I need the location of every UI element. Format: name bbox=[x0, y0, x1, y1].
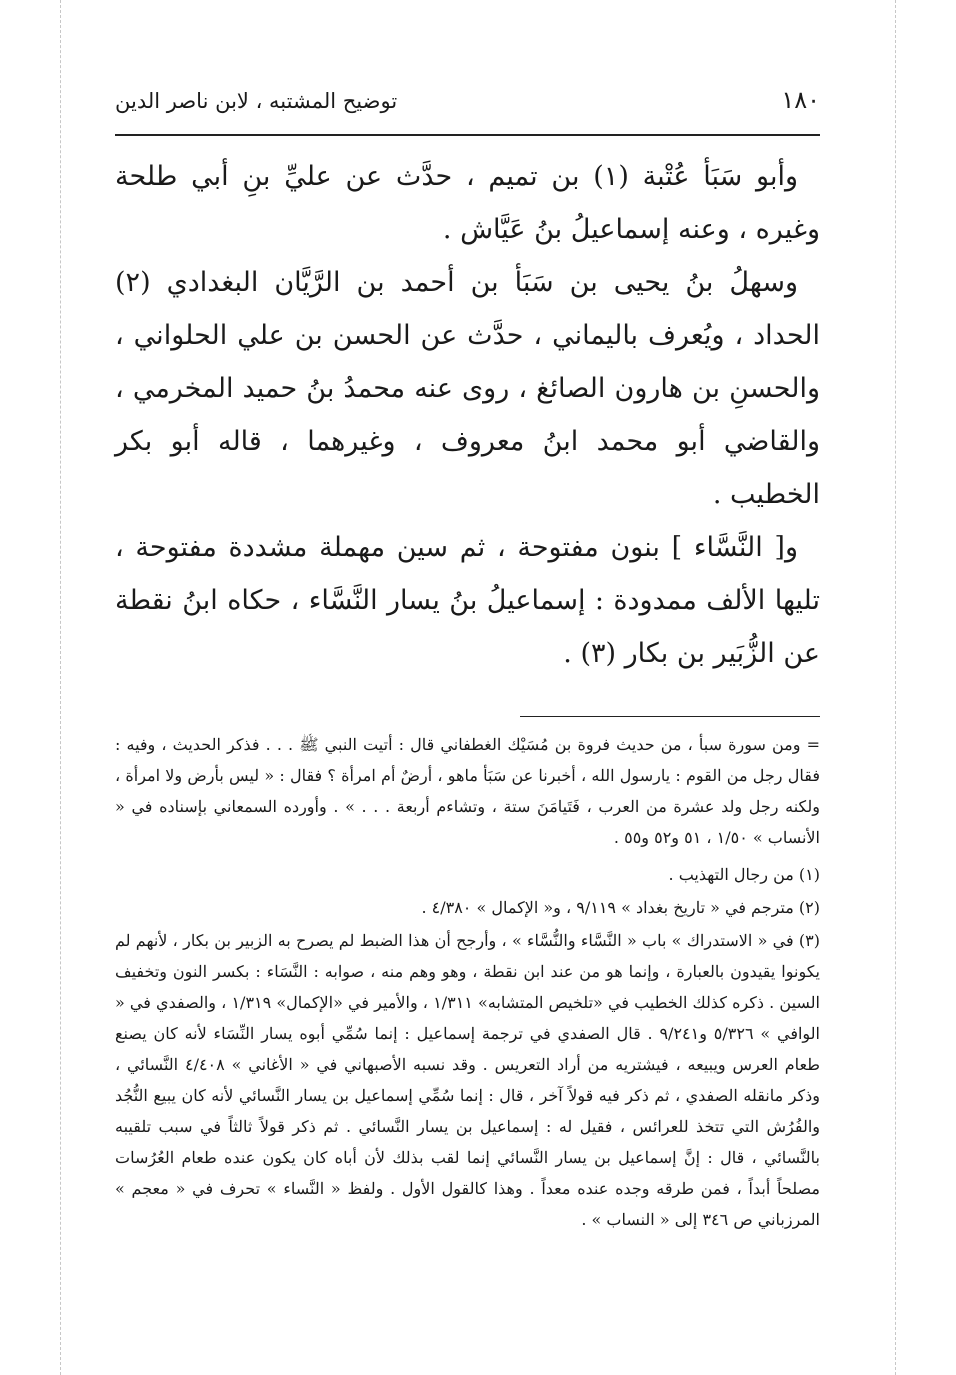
entry-sahl-ibn-yahya: وسهلُ بنُ يحيى بن سَبَأ بن أحمد بن الرَّيَّان البغدادي (٢) الحداد ، ويُعرف باليماني ، حدَّث عن الحسن بن علي الحلواني ، والحسنِ بن هارون الصائغ ، روى عنه محمدُ بنُ حميد المخرمي ، والقاضي أبو محمد ابنُ معروف ، وغيرهما ، قاله أبو بكر الخطيب . bbox=[115, 267, 821, 510]
running-title: توضيح المشتبه ، لابن ناصر الدين bbox=[115, 89, 398, 113]
entry-al-nassa: و[ النَّسَّاء ] بنون مفتوحة ، ثم سين مهملة مشددة مفتوحة ، تليها الألف ممدودة : إسماعيلُ بنُ يسار النَّسَّاء ، حكاه ابنُ نقطة عن الزُّبَير بن بكار (٣) . bbox=[115, 532, 820, 669]
entry-abu-saba-utba: وأبو سَبَأ عُتْبة (١) بن تميم ، حدَّث عن عليِّ بنِ أبي طلحة وغيره ، وعنه إسماعيلُ بنُ عَيَّاش . bbox=[115, 161, 820, 245]
footnote-1: (١) من رجال التهذيب . bbox=[668, 865, 820, 884]
header-rule bbox=[115, 134, 820, 136]
page-number: ١٨٠ bbox=[781, 86, 820, 114]
running-head bbox=[115, 86, 820, 134]
footnote-2: (٢) مترجم في « تاريخ بغداد » ٩/١١٩ ، و« الإكمال » ٤/٣٨٠ . bbox=[421, 898, 820, 917]
footnote-continuation: = ومن سورة سبأ ، من حديث فروة بن مُسَيْك الغطفاني قال : أتيت النبي ﷺ . . . فذكر الحديث ، وفيه : فقال رجل من القوم : يارسول الله ، أخبرنا عن سَبَأ ماهو ، أرضٌ أم امرأة ؟ فقال : « ليس بأرض ولا امرأة ، ولكنه رجل ولد عشرة من العرب ، فَتَيامَنَ ستة ، وتشاءم أربعة . . . » . وأورده السمعاني بإسناده في « الأنساب » ١/٥٠ ، ٥١ و٥٢ و٥٥ . bbox=[115, 735, 820, 847]
book-page bbox=[115, 86, 820, 1235]
main-text bbox=[115, 150, 820, 680]
crop-guide-right bbox=[895, 0, 896, 1375]
footnote-3: (٣) في « الاستدراك » باب « النَّسَّاء والنُّسَّاء » ، وأرجح أن هذا الضبط لم يصرح به الزبير بن بكار ، لأنهم لم يكونوا يقيدون بالعبارة ، وإنما هو من عند ابن نقطة ، وهو وهم منه ، صوابه : النَّسَاء : بكسر النون وتخفيف السين . ذكره كذلك الخطيب في «تلخيص المتشابه» ١/٣١١ ، والأمير في «الإكمال» ١/٣١٩ ، والصفدي في « الوافي » ٥/٣٢٦ و٩/٢٤١ . قال الصفدي في ترجمة إسماعيل : إنما سُمِّي أبوه يسار النِّسَاء لأنه كان يصنع طعام العرس ويبيعه ، فيشتريه من أراد التعريس . وقد نسبه الأصبهاني في « الأغاني » ٤/٤٠٨ النَّسائي ، وذكر مانقله الصفدي ، ثم ذكر فيه قولاً آخر ، قال : إنما سُمِّي إسماعيل بن يسار النَّسائي لأنه كان يبيع النُّجُد والفُرُش التي تتخذ للعرائس ، فقيل له : إسماعيل بن يسار النَّسائي . ثم ذكر قولاً ثالثاً في سبب تلقيبه بالنَّسائي ، قال : إنَّ إسماعيل بن يسار النَّسائي إنما لقب بذلك لأن أباه كان يكون عنده طعام العُرُسات مصلحاً أبداً ، فمن طرقه وجده عنده معداً . وهذا كالقول الأول . ولفظ « النَّساء » تحرف في « معجم » المرزباني ص ٣٤٦ إلى « النساب » . bbox=[115, 931, 821, 1229]
crop-guide-left bbox=[60, 0, 61, 1375]
footnotes bbox=[115, 729, 820, 1235]
footnote-separator bbox=[520, 716, 820, 717]
